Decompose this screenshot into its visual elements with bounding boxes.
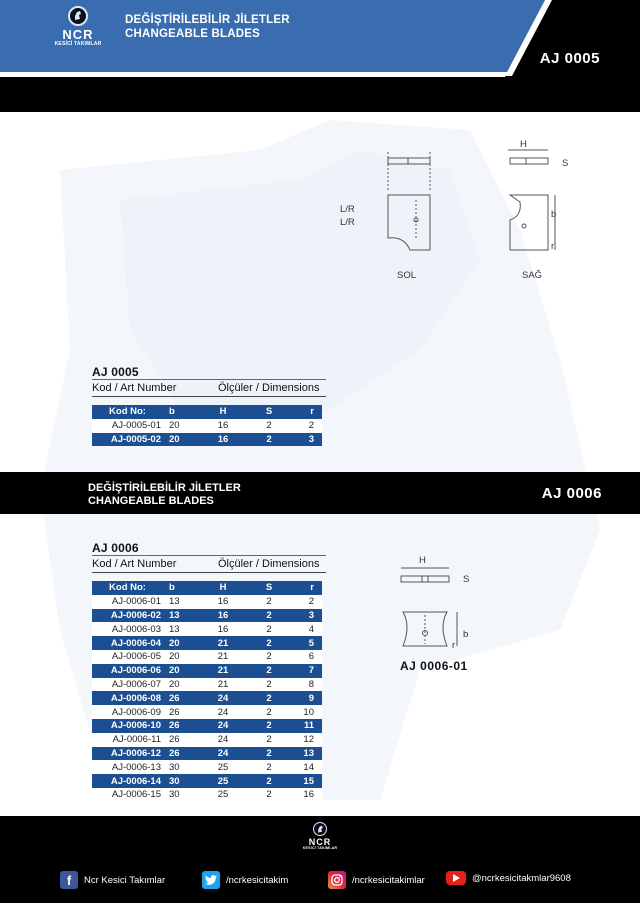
table-cell: 2: [249, 733, 289, 747]
column-header: b: [167, 581, 197, 595]
dim-h-label-1: H: [520, 139, 527, 150]
brand-logo: [52, 6, 104, 47]
twitter-icon: [202, 871, 220, 889]
table-row: [92, 664, 322, 678]
table-cell: 24: [197, 733, 249, 747]
table-cell: 20: [167, 664, 197, 678]
table-cell: 2: [249, 719, 289, 733]
spec-table-aj0006: [92, 581, 322, 802]
table-cell: AJ-0006-02: [92, 609, 167, 623]
instagram-handle[interactable]: /ncrkesicitakimlar: [352, 874, 425, 886]
table-cell: 21: [197, 650, 249, 664]
spec-table-aj0005: [92, 405, 322, 446]
band-title-english: CHANGEABLE BLADES: [88, 495, 214, 507]
table-cell: 6: [289, 650, 322, 664]
table-subheader: [92, 381, 326, 397]
table-cell: 16: [197, 419, 249, 433]
table-row: [92, 622, 322, 636]
table-cell: 2: [249, 433, 289, 447]
table-cell: AJ-0006-09: [92, 705, 167, 719]
title-turkish: DEĞİŞTİRİLEBİLİR JİLETLER: [125, 14, 290, 26]
table-cell: 9: [289, 691, 322, 705]
table-cell: 30: [167, 788, 197, 802]
table-row: [92, 788, 322, 802]
table-cell: AJ-0006-11: [92, 733, 167, 747]
band-title: [88, 482, 241, 508]
table-cell: 3: [289, 433, 322, 447]
table-cell: 16: [197, 595, 249, 609]
section-band-aj0006: [0, 472, 640, 514]
table-cell: 24: [197, 747, 249, 761]
table-cell: 10: [289, 705, 322, 719]
table-row: [92, 650, 322, 664]
table-cell: 2: [249, 609, 289, 623]
table-cell: 13: [167, 609, 197, 623]
table-cell: 20: [167, 678, 197, 692]
dim-b-label-2: b: [463, 629, 469, 640]
table-cell: 16: [197, 433, 249, 447]
dim-s-label-2: S: [463, 574, 470, 585]
table-cell: 2: [249, 788, 289, 802]
table-cell: 2: [249, 622, 289, 636]
table-cell: 7: [289, 664, 322, 678]
table-cell: AJ-0006-04: [92, 636, 167, 650]
horse-icon: [68, 6, 88, 26]
table-cell: 2: [249, 747, 289, 761]
table-row: [92, 595, 322, 609]
horse-icon: [313, 822, 327, 836]
table-row: [92, 705, 322, 719]
blade-drawing-aj0005: [380, 140, 580, 270]
table-cell: 12: [289, 733, 322, 747]
dimensions-label: Ölçüler / Dimensions: [218, 558, 320, 570]
table-subheader: [92, 557, 326, 573]
table-cell: 25: [197, 774, 249, 788]
dim-b-label-1: b: [551, 209, 557, 220]
table-cell: 26: [167, 719, 197, 733]
band-title-turkish: DEĞİŞTİRİLEBİLİR JİLETLER: [88, 482, 241, 494]
column-header: r: [289, 405, 322, 419]
table-cell: 21: [197, 636, 249, 650]
table-row: [92, 760, 322, 774]
dimensions-label: Ölçüler / Dimensions: [218, 382, 320, 394]
youtube-icon: [446, 871, 466, 885]
dim-lr-label-2: L/R: [340, 217, 355, 228]
dim-r-label-2: r: [452, 640, 456, 651]
table-row: [92, 774, 322, 788]
table-cell: 21: [197, 664, 249, 678]
table-cell: 13: [289, 747, 322, 761]
column-header: S: [249, 405, 289, 419]
footer-logo-text: NCR: [308, 837, 332, 847]
spec-section-aj0005: [92, 365, 326, 446]
table-cell: 21: [197, 678, 249, 692]
column-header: r: [289, 581, 322, 595]
table-cell: 13: [167, 595, 197, 609]
view-right-label: SAĞ: [522, 270, 543, 281]
table-cell: 2: [289, 419, 322, 433]
section-title: AJ 0005: [92, 365, 139, 379]
table-row: [92, 419, 322, 433]
table-row: [92, 747, 322, 761]
art-number-label: Kod / Art Number: [92, 382, 177, 394]
table-cell: 26: [167, 691, 197, 705]
column-header: Kod No:: [92, 581, 167, 595]
column-header: b: [167, 405, 197, 419]
table-cell: 14: [289, 760, 322, 774]
table-cell: 26: [167, 705, 197, 719]
page-title: [125, 13, 290, 41]
table-cell: 2: [249, 705, 289, 719]
table-cell: 4: [289, 622, 322, 636]
table-cell: AJ-0005-01: [92, 419, 167, 433]
table-cell: 30: [167, 760, 197, 774]
dim-r-label-1: r: [551, 241, 555, 252]
table-cell: AJ-0006-06: [92, 664, 167, 678]
table-cell: AJ-0005-02: [92, 433, 167, 447]
table-cell: 30: [167, 774, 197, 788]
dim-s-label-1: S: [562, 158, 569, 169]
table-cell: 20: [167, 636, 197, 650]
table-cell: 2: [249, 636, 289, 650]
table-cell: 16: [197, 622, 249, 636]
table-row: [92, 733, 322, 747]
column-header: Kod No:: [92, 405, 167, 419]
table-cell: 2: [249, 774, 289, 788]
logo-text: NCR: [62, 27, 94, 42]
table-cell: AJ-0006-03: [92, 622, 167, 636]
table-row: [92, 691, 322, 705]
table-cell: 16: [197, 609, 249, 623]
twitter-handle[interactable]: /ncrkesicitakim: [226, 874, 289, 886]
drawing-model-label: AJ 0006-01: [400, 659, 468, 673]
table-cell: 8: [289, 678, 322, 692]
table-cell: AJ-0006-07: [92, 678, 167, 692]
footer-logo-subtitle: KESİCİ TAKIMLAR: [302, 846, 338, 850]
table-cell: 2: [249, 664, 289, 678]
table-cell: 13: [167, 622, 197, 636]
social-facebook[interactable]: [60, 871, 165, 889]
table-cell: AJ-0006-12: [92, 747, 167, 761]
logo-subtitle: KESİCİ TAKIMLAR: [54, 41, 102, 47]
product-code: AJ 0005: [539, 50, 600, 67]
table-cell: AJ-0006-14: [92, 774, 167, 788]
table-header-row: [92, 405, 322, 419]
table-cell: 2: [249, 650, 289, 664]
table-row: [92, 433, 322, 447]
table-cell: AJ-0006-01: [92, 595, 167, 609]
table-cell: 2: [249, 595, 289, 609]
table-cell: 26: [167, 733, 197, 747]
dim-lr-label-1: L/R: [340, 204, 355, 215]
table-row: [92, 719, 322, 733]
spec-section-aj0006: [92, 541, 326, 802]
table-header-row: [92, 581, 322, 595]
table-cell: 26: [167, 747, 197, 761]
art-number-label: Kod / Art Number: [92, 558, 177, 570]
table-cell: 15: [289, 774, 322, 788]
table-cell: AJ-0006-10: [92, 719, 167, 733]
facebook-handle[interactable]: Ncr Kesici Takımlar: [84, 874, 166, 886]
table-cell: 2: [249, 678, 289, 692]
table-cell: AJ-0006-15: [92, 788, 167, 802]
column-header: S: [249, 581, 289, 595]
table-row: [92, 636, 322, 650]
table-cell: 2: [289, 595, 322, 609]
section-title: AJ 0006: [92, 541, 139, 555]
column-header: H: [197, 405, 249, 419]
instagram-icon: [328, 871, 346, 889]
table-cell: AJ-0006-08: [92, 691, 167, 705]
dim-h-label-2: H: [419, 555, 426, 566]
footer: [0, 816, 640, 903]
table-cell: 25: [197, 760, 249, 774]
table-cell: 3: [289, 609, 322, 623]
column-header: H: [197, 581, 249, 595]
social-instagram[interactable]: [328, 871, 425, 889]
footer-logo: [300, 822, 340, 850]
facebook-icon: f: [60, 871, 78, 889]
table-cell: 5: [289, 636, 322, 650]
social-youtube[interactable]: [446, 871, 571, 885]
table-cell: 2: [249, 691, 289, 705]
table-cell: 24: [197, 705, 249, 719]
table-cell: 25: [197, 788, 249, 802]
table-cell: 20: [167, 650, 197, 664]
table-cell: 24: [197, 691, 249, 705]
table-cell: 2: [249, 760, 289, 774]
table-cell: 20: [167, 419, 197, 433]
table-row: [92, 678, 322, 692]
band-product-code: AJ 0006: [541, 485, 602, 502]
table-cell: 20: [167, 433, 197, 447]
view-left-label: SOL: [397, 270, 417, 281]
table-cell: 16: [289, 788, 322, 802]
table-cell: AJ-0006-05: [92, 650, 167, 664]
table-cell: 11: [289, 719, 322, 733]
table-row: [92, 609, 322, 623]
table-cell: 24: [197, 719, 249, 733]
table-cell: 2: [249, 419, 289, 433]
table-cell: AJ-0006-13: [92, 760, 167, 774]
social-twitter[interactable]: [202, 871, 288, 889]
youtube-handle[interactable]: @ncrkesicitakmlar9608: [472, 872, 571, 884]
title-english: CHANGEABLE BLADES: [125, 28, 261, 40]
